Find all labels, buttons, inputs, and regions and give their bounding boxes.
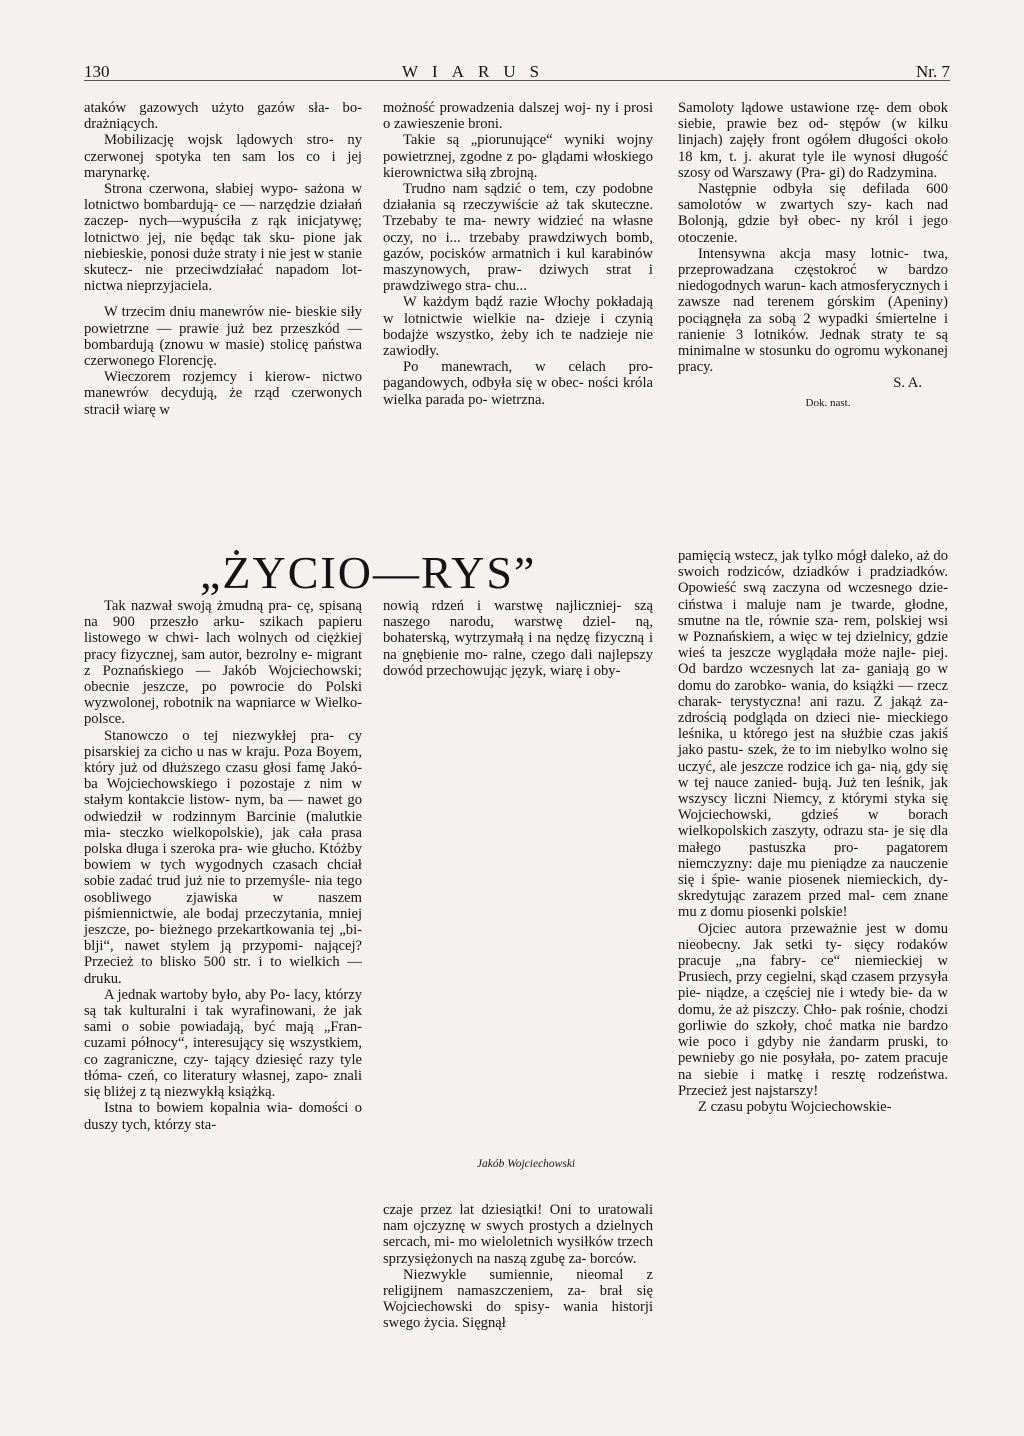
article2-column-1: [84, 598, 362, 1133]
article2-column-3: [678, 548, 948, 1115]
publication-title: WIARUS: [402, 62, 554, 81]
paragraph: Trudno nam sądzić o tem, czy podobne działania są rzeczywiście aż tak skuteczne. Trzebaby te ma- newry widzieć na własne oczy, no i... trzebaby prawdziwych bomb, gazów, pocisków armatnich i kul karabinów maszynowych, praw- dziwych strat i prawdziwego stra- chu...: [383, 181, 653, 295]
header-rule: [84, 80, 950, 81]
paragraph: ataków gazowych użyto gazów sła- bo-drażniących.: [84, 100, 362, 133]
paragraph: Wieczorem rozjemcy i kierow- nictwo manewrów decydują, że rząd czerwonych stracił wiarę w: [84, 369, 362, 418]
continued-note: Dok. nast.: [805, 396, 851, 409]
paragraph: Następnie odbyła się defilada 600 samolotów w zwartych szy- kach nad Bolonją, gdzie był obec- ny król i jego otoczenie.: [678, 181, 948, 246]
paragraph: Samoloty lądowe ustawione rzę- dem obok siebie, prawie bez od- stępów (w kilku linjach) zajęły front ogółem długości około 18 km, t. j. akurat tyle ile wynosi długość szosy od Warszawy (Pra- gi) do Radzymina.: [678, 100, 948, 181]
article1-column-2: [383, 100, 653, 408]
paragraph: Strona czerwona, słabiej wypo- sażona w lotnictwo bombardują- ce — narzędzie działań zaczep- nych—wypuściła z rąk inicjatywę; lotnictwo jej, nie będąc tak sku- pione jak niebieskie, ponosi duże straty i nie jest w stanie skutecz- nie przeciwdziałać napadom lot- nictwa nieprzyjaciela.: [84, 181, 362, 295]
paragraph: Z czasu pobytu Wojciechowskie-: [698, 1098, 892, 1115]
page-number: 130: [84, 62, 110, 81]
paragraph: czaje przez lat dziesiątki! Oni to uratowali nam ojczyznę w swych prostych a dzielnych sercach, mi- mo wieloletnich wysiłków trzech sprzysiężonych na naszą zgubę za- borców.: [383, 1202, 653, 1267]
author-initials: S. A.: [893, 375, 922, 392]
article1-column-1: [84, 100, 362, 418]
paragraph: Tak nazwał swoją żmudną pra- cę, spisaną na 900 przeszło arku- szikach papieru listowego w chwi- lach wolnych od ciężkiej pracy fizycznej, sam autor, bezrolny e- migrant z Poznańskiego — Jakób Wojciechowski; obecnie jeszcze, po powrocie do Polski wyzwolonej, robotnik na wapniarce w Wielko- polsce.: [84, 598, 362, 728]
paragraph: W trzecim dniu manewrów nie- bieskie siły powietrzne — prawie już bez przeszkód — bombardują (znowu w masie) stolicę państwa czerwonego Florencję.: [84, 304, 362, 370]
article-signature: [678, 375, 948, 391]
page-header: [84, 62, 950, 82]
paragraph: Takie są „piorunujące“ wyniki wojny powietrznej, zgodne z po- glądami włoskiego kierownictwa siłą zbrojną.: [383, 132, 653, 181]
paragraph: W każdym bądź razie Włochy pokładają w lotnictwie wielkie na- dzieje i czynią bodajże wszystko, żeby ich te nadzieje nie zawiodły.: [383, 294, 653, 360]
paragraph: Niezwykle sumiennie, nieomal z religijnem namaszczeniem, za- brał się Wojciechowski do spisy- wania historji swego życia. Sięgnął: [383, 1266, 653, 1332]
paragraph: Po manewrach, w celach pro- pagandowych, odbyła się w obec- ności króla wielka parada po- wietrzna.: [383, 359, 653, 408]
issue-number: Nr. 7: [916, 62, 950, 81]
paragraph: Ojciec autora przeważnie jest w domu nieobecny. Jak setki ty- sięcy rodaków pracuje „na fabry- ce“ niemieckiej w Prusiech, przy cegielni, skąd czasem przysyła pie- niądze, a częściej nie i wtedy bie- da w domu, że aż piszczy. Chło- pak rośnie, chodzi gorliwie do szkoły, choć matka nie bardzo wie poco i gdyby nie żandarm pruski, to pewnieby go nie posyłała, po- zatem pracuje na siebie i matkę i resztę rodzeństwa. Przecież jest najstarszy!: [678, 920, 948, 1099]
paragraph: możność prowadzenia dalszej woj- ny i prosi o zawieszenie broni.: [383, 100, 653, 133]
paragraph: Intensywna akcja masy lotnic- twa, przeprowadzana częstokroć w bardzo niedogodnych warun- kach atmosferycznych i zawsze nad terenem górskim (Apeniny) pociągnęła za sobą 2 wypadki śmiertelne i ranienie 3 lotników. Jednak straty te są minimalne w stosunku do ogromu wykonanej pracy.: [678, 245, 948, 376]
article-title: „ŻYCIO—RYS”: [200, 547, 537, 598]
article1-column-3: [678, 100, 948, 411]
paragraph: nowią rdzeń i warstwę najliczniej- szą naszego narodu, warstwę dziel- ną, bohaterską, wytrzymałą i na nędzę fizyczną i na gnębienie mo- ralne, czego dali najlepszy dowód przechowując język, wiarę i oby-: [383, 598, 653, 679]
article2-column-2-bottom: [383, 1202, 653, 1332]
article2-column-2-top: [383, 598, 653, 679]
paragraph: Stanowczo o tej niezwykłej pra- cy pisarskiej za cicho u nas w kraju. Poza Boyem, który już od dłuższego czasu głosi famę Jakó- ba Wojciechowskiego i pozostaje z nim w stałym kontakcie listow- nym, ba — nawet go odwiedził w rodzinnym Barcinie (malutkie mia- steczko wielkopolskie), jak cała prasa polska długa i szeroka pra- wie głucho. Któżby bowiem w tych wygodnych czasach chciał sobie zadać trud już nie to przemyśle- nia tego osobliwego zjawiska w naszem piśmiennictwie, ale bodaj przeczytania, mniej jeszcze, po- bieżnego przekartkowania tej „bi- blji“, nawet stylem ją przypomi- nającej? Przecież to blisko 500 str. i to wielkich — druku.: [84, 727, 362, 987]
paragraph: pamięcią wstecz, jak tylko mógł daleko, aż do swoich rodziców, dziadków i pradziadków. Opowieść swą zaczyna od wczesnego dzie- ciństwa i maluje nam je twarde, głodne, smutne na tle, równie sza- rem, polskiej wsi w Poznańskiem, a więc w tej dzielnicy, gdzie wieś ta jeszcze wyglądała może najle- piej. Od bardzo wczesnych lat za- ganiają go w domu do zarobko- wania, do książki — rzecz charak- terystyczna! ani razu. Z jakąż za- zdrością podgląda on dzieci nie- mieckiego leśnika, u którego jest na służbie czas jakiś jako pastu- szek, że to im niebylko wolno się uczyć, ale jeszcze rodzice ich ga- nią, gdy się w tej nauce zanied- bują. Już ten leśnik, jak wszyscy liczni Niemcy, z którymi styka się Wojciechowski, gdzieś w borach wielkopolskich zaszyty, odrazu sta- je się dla małego pastuszka pro- pagatorem niemczyzny: daje mu pieniądze za nauczenie się i śpie- wanie piosenek niemieckich, dy- skredytując zarazem przed mal- cem znane mu z domu piosenki polskie!: [678, 548, 948, 921]
paragraph: Mobilizację wojsk lądowych stro- ny czerwonej spotyka ten sam los co i jej marynarkę.: [84, 132, 362, 181]
paragraph: Istna to bowiem kopalnia wia- domości o duszy tych, którzy sta-: [84, 1100, 362, 1133]
paragraph: A jednak wartoby było, aby Po- lacy, którzy są tak kulturalni i tak wyrafinowani, że jak sami o sobie powiadają, być mają „Fran- cuzami północy“, interesujący się wszystkiem, co zagraniczne, czy- tający dziesięć razy tyle tłóma- czeń, co literatury własnej, zapo- znali się bliżej z tą niezwykłą książką.: [84, 986, 362, 1101]
photo-caption: Jakób Wojciechowski: [476, 1158, 576, 1170]
